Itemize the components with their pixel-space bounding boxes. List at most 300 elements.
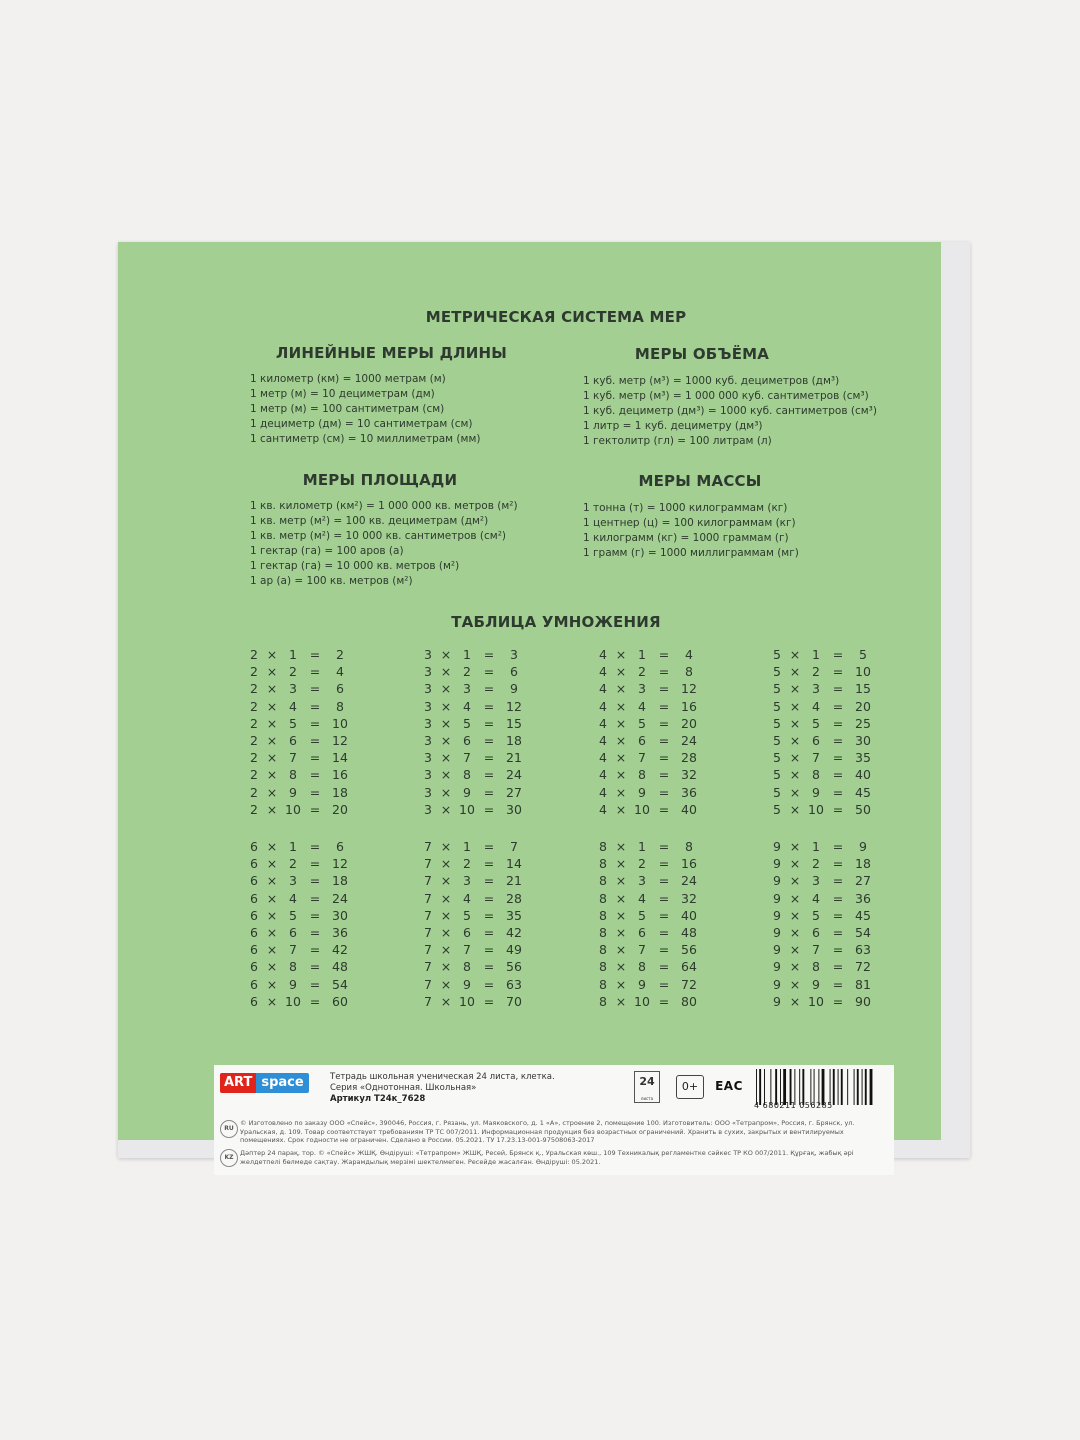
factor: 9 — [773, 924, 781, 940]
linear-list — [250, 372, 480, 447]
equals-sign: = — [483, 732, 495, 748]
product: 4 — [685, 647, 693, 662]
factor: 7 — [424, 993, 432, 1009]
multiplier: 6 — [638, 732, 646, 748]
factor: 4 — [599, 784, 607, 800]
factor: 4 — [599, 698, 607, 714]
multiplication-row — [248, 801, 352, 818]
equals-sign: = — [832, 664, 844, 680]
equals-sign: = — [309, 801, 321, 817]
multiplier: 10 — [459, 801, 475, 817]
multiplication-row — [597, 698, 701, 715]
times-sign: × — [440, 993, 452, 1009]
factor: 7 — [424, 856, 432, 872]
equals-sign: = — [658, 681, 670, 697]
equals-sign: = — [309, 942, 321, 958]
multiplier: 8 — [638, 959, 646, 975]
multiplication-block — [771, 838, 875, 1010]
multiplication-row — [771, 680, 875, 697]
list-item: 1 кв. метр (м²) = 10 000 кв. сантиметров (см²) — [250, 530, 507, 542]
factor: 6 — [250, 942, 258, 958]
multiplier: 1 — [638, 647, 646, 662]
times-sign: × — [440, 784, 452, 800]
product: 14 — [506, 856, 522, 872]
equals-sign: = — [309, 959, 321, 975]
times-sign: × — [440, 959, 452, 975]
times-sign: × — [789, 993, 801, 1009]
equals-sign: = — [832, 976, 844, 992]
multiplication-row — [422, 646, 526, 663]
multiplication-row — [248, 784, 352, 801]
equals-sign: = — [309, 647, 321, 662]
factor: 9 — [773, 942, 781, 958]
multiplier: 4 — [638, 698, 646, 714]
kz-tag: KZ — [220, 1149, 238, 1167]
multiplication-row — [248, 958, 352, 975]
multiplication-row — [771, 993, 875, 1010]
factor: 8 — [599, 856, 607, 872]
times-sign: × — [789, 681, 801, 697]
multiplier: 8 — [463, 959, 471, 975]
multiplier: 5 — [289, 907, 297, 923]
equals-sign: = — [309, 681, 321, 697]
times-sign: × — [615, 750, 627, 766]
times-sign: × — [615, 715, 627, 731]
product-description — [330, 1072, 555, 1105]
equals-sign: = — [832, 993, 844, 1009]
times-sign: × — [440, 907, 452, 923]
multiplier: 9 — [289, 976, 297, 992]
multiplication-row — [771, 646, 875, 663]
times-sign: × — [266, 839, 278, 854]
multiplier: 8 — [638, 767, 646, 783]
equals-sign: = — [658, 647, 670, 662]
multiplier: 1 — [812, 839, 820, 854]
multiplier: 5 — [638, 907, 646, 923]
factor: 7 — [424, 959, 432, 975]
equals-sign: = — [309, 856, 321, 872]
product: 42 — [506, 924, 522, 940]
factor: 2 — [250, 784, 258, 800]
multiplier: 6 — [812, 924, 820, 940]
product: 32 — [681, 767, 697, 783]
product: 36 — [855, 890, 871, 906]
equals-sign: = — [483, 873, 495, 889]
equals-sign: = — [658, 750, 670, 766]
product-article: Артикул Т24к_7628 — [330, 1094, 426, 1104]
times-sign: × — [266, 698, 278, 714]
factor: 6 — [250, 993, 258, 1009]
times-sign: × — [266, 664, 278, 680]
multiplication-row — [597, 663, 701, 680]
list-item: 1 сантиметр (см) = 10 миллиметрам (мм) — [250, 433, 481, 445]
multiplication-block — [248, 646, 352, 818]
product: 28 — [506, 890, 522, 906]
times-sign: × — [266, 890, 278, 906]
factor: 9 — [773, 873, 781, 889]
factor: 8 — [599, 942, 607, 958]
times-sign: × — [266, 681, 278, 697]
multiplication-row — [597, 976, 701, 993]
multiplier: 7 — [812, 942, 820, 958]
factor: 9 — [773, 993, 781, 1009]
times-sign: × — [615, 784, 627, 800]
times-sign: × — [615, 959, 627, 975]
equals-sign: = — [832, 784, 844, 800]
equals-sign: = — [658, 839, 670, 854]
volume-list — [583, 374, 877, 449]
product: 20 — [681, 715, 697, 731]
multiplication-row — [422, 801, 526, 818]
multiplier: 1 — [463, 647, 471, 662]
equals-sign: = — [658, 767, 670, 783]
times-sign: × — [789, 801, 801, 817]
product: 90 — [855, 993, 871, 1009]
equals-sign: = — [309, 784, 321, 800]
multiplier: 2 — [638, 856, 646, 872]
product: 56 — [681, 942, 697, 958]
product: 24 — [681, 873, 697, 889]
multiplication-row — [422, 890, 526, 907]
multiplication-row — [597, 838, 701, 855]
factor: 3 — [424, 750, 432, 766]
equals-sign: = — [658, 873, 670, 889]
equals-sign: = — [658, 993, 670, 1009]
list-item: 1 гектар (га) = 100 аров (а) — [250, 545, 404, 557]
equals-sign: = — [658, 924, 670, 940]
multiplication-row — [771, 958, 875, 975]
product: 10 — [332, 715, 348, 731]
multiplication-row — [422, 958, 526, 975]
multiplication-row — [422, 855, 526, 872]
list-item: 1 кв. километр (км²) = 1 000 000 кв. метров (м²) — [250, 500, 518, 512]
times-sign: × — [440, 976, 452, 992]
factor: 4 — [599, 750, 607, 766]
factor: 2 — [250, 647, 258, 662]
multiplier: 3 — [812, 873, 820, 889]
multiplier: 3 — [463, 681, 471, 697]
product: 3 — [510, 647, 518, 662]
equals-sign: = — [832, 767, 844, 783]
product: 15 — [506, 715, 522, 731]
product: 54 — [855, 924, 871, 940]
factor: 4 — [599, 715, 607, 731]
product: 16 — [332, 767, 348, 783]
equals-sign: = — [483, 856, 495, 872]
multiplication-row — [771, 976, 875, 993]
equals-sign: = — [658, 732, 670, 748]
times-sign: × — [440, 647, 452, 662]
times-sign: × — [440, 942, 452, 958]
multiplier: 6 — [289, 732, 297, 748]
product: 6 — [510, 664, 518, 680]
factor: 2 — [250, 767, 258, 783]
multiplication-row — [422, 784, 526, 801]
product: 54 — [332, 976, 348, 992]
multiplication-block — [248, 838, 352, 1010]
times-sign: × — [789, 698, 801, 714]
equals-sign: = — [658, 715, 670, 731]
multiplier: 1 — [289, 839, 297, 854]
equals-sign: = — [309, 873, 321, 889]
product: 2 — [336, 647, 344, 662]
multiplication-row — [771, 890, 875, 907]
list-item: 1 гектолитр (гл) = 100 литрам (л) — [583, 435, 772, 447]
product: 6 — [336, 839, 344, 854]
multiplication-row — [248, 976, 352, 993]
times-sign: × — [440, 924, 452, 940]
multiplication-row — [771, 663, 875, 680]
multiplication-row — [771, 715, 875, 732]
factor: 9 — [773, 907, 781, 923]
factor: 7 — [424, 976, 432, 992]
multiplier: 3 — [638, 681, 646, 697]
product: 12 — [332, 732, 348, 748]
multiplication-row — [597, 766, 701, 783]
factor: 6 — [250, 907, 258, 923]
times-sign: × — [266, 784, 278, 800]
sheets-count-icon — [634, 1071, 660, 1103]
product-label — [214, 1065, 894, 1175]
product: 5 — [859, 647, 867, 662]
product: 30 — [332, 907, 348, 923]
factor: 8 — [599, 959, 607, 975]
barcode-icon — [754, 1069, 889, 1105]
equals-sign: = — [658, 907, 670, 923]
product: 12 — [681, 681, 697, 697]
equals-sign: = — [658, 976, 670, 992]
multiplication-row — [771, 941, 875, 958]
times-sign: × — [789, 767, 801, 783]
product: 16 — [681, 856, 697, 872]
factor: 9 — [773, 839, 781, 854]
multiplier: 7 — [463, 750, 471, 766]
equals-sign: = — [658, 784, 670, 800]
multiplier: 3 — [289, 681, 297, 697]
equals-sign: = — [832, 732, 844, 748]
brand-space: space — [256, 1073, 308, 1093]
times-sign: × — [440, 698, 452, 714]
multiplication-row — [422, 732, 526, 749]
factor: 9 — [773, 976, 781, 992]
multiplier: 7 — [812, 750, 820, 766]
multiplier: 8 — [812, 767, 820, 783]
list-item: 1 ар (а) = 100 кв. метров (м²) — [250, 575, 413, 587]
multiplier: 4 — [638, 890, 646, 906]
times-sign: × — [440, 801, 452, 817]
multiplier: 5 — [812, 907, 820, 923]
factor: 6 — [250, 959, 258, 975]
factor: 6 — [250, 976, 258, 992]
product: 18 — [332, 784, 348, 800]
product: 56 — [506, 959, 522, 975]
product: 63 — [506, 976, 522, 992]
factor: 4 — [599, 647, 607, 662]
multiplier: 5 — [463, 715, 471, 731]
multiplier: 2 — [463, 856, 471, 872]
times-sign: × — [789, 784, 801, 800]
multiplication-row — [597, 680, 701, 697]
multiplier: 10 — [285, 801, 301, 817]
factor: 4 — [599, 732, 607, 748]
product: 27 — [506, 784, 522, 800]
factor: 5 — [773, 698, 781, 714]
factor: 7 — [424, 839, 432, 854]
equals-sign: = — [658, 959, 670, 975]
times-sign: × — [615, 976, 627, 992]
product: 10 — [855, 664, 871, 680]
multiplication-row — [248, 941, 352, 958]
multiplier: 4 — [812, 890, 820, 906]
equals-sign: = — [483, 698, 495, 714]
factor: 7 — [424, 907, 432, 923]
factor: 7 — [424, 924, 432, 940]
mass-list — [583, 501, 799, 561]
product: 14 — [332, 750, 348, 766]
times-sign: × — [266, 907, 278, 923]
equals-sign: = — [309, 976, 321, 992]
times-sign: × — [440, 767, 452, 783]
mass-heading: МЕРЫ МАССЫ — [638, 472, 762, 490]
list-item: 1 дециметр (дм) = 10 сантиметрам (см) — [250, 418, 473, 430]
list-item: 1 килограмм (кг) = 1000 граммам (г) — [583, 532, 789, 544]
factor: 2 — [250, 715, 258, 731]
equals-sign: = — [309, 767, 321, 783]
factor: 3 — [424, 801, 432, 817]
times-sign: × — [615, 993, 627, 1009]
equals-sign: = — [483, 801, 495, 817]
multiplier: 4 — [289, 890, 297, 906]
multiplier: 1 — [812, 647, 820, 662]
factor: 2 — [250, 750, 258, 766]
multiplication-block — [422, 838, 526, 1010]
times-sign: × — [789, 907, 801, 923]
product: 7 — [510, 839, 518, 854]
product: 36 — [332, 924, 348, 940]
equals-sign: = — [483, 664, 495, 680]
multiplier: 5 — [812, 715, 820, 731]
multiplication-block — [597, 838, 701, 1010]
list-item: 1 метр (м) = 10 дециметрам (дм) — [250, 388, 435, 400]
equals-sign: = — [658, 856, 670, 872]
times-sign: × — [789, 959, 801, 975]
product: 64 — [681, 959, 697, 975]
multiplication-row — [422, 907, 526, 924]
product: 18 — [506, 732, 522, 748]
product: 72 — [681, 976, 697, 992]
product: 24 — [506, 767, 522, 783]
times-sign: × — [789, 750, 801, 766]
product: 48 — [681, 924, 697, 940]
equals-sign: = — [832, 942, 844, 958]
times-sign: × — [266, 976, 278, 992]
product: 32 — [681, 890, 697, 906]
times-sign: × — [440, 681, 452, 697]
equals-sign: = — [309, 664, 321, 680]
multiplication-block — [597, 646, 701, 818]
product: 9 — [859, 839, 867, 854]
multiplication-row — [771, 749, 875, 766]
multiplier: 8 — [812, 959, 820, 975]
multiplication-row — [597, 715, 701, 732]
times-sign: × — [615, 647, 627, 662]
factor: 6 — [250, 890, 258, 906]
equals-sign: = — [832, 681, 844, 697]
product: 25 — [855, 715, 871, 731]
product: 50 — [855, 801, 871, 817]
equals-sign: = — [483, 715, 495, 731]
times-sign: × — [266, 959, 278, 975]
equals-sign: = — [483, 907, 495, 923]
multiplication-row — [771, 872, 875, 889]
multiplication-row — [597, 958, 701, 975]
list-item: 1 гектар (га) = 10 000 кв. метров (м²) — [250, 560, 460, 572]
kz-legal-text: Дәптер 24 парақ, тор. © «Спейс» ЖШҚ. Өндіруші: «Тетрапром» ЖШҚ, Ресей, Брянск қ., Уральская көш., 109 Техникалық регламентке сәйкес ТР КО 007/2011. Құрғақ, жабық әрі желдетпелі бөлмеде сақтау. Жарамдылық мерзімі шектелмеген. Ресейде жасалған. Өндіруші: 05.2021. — [240, 1149, 854, 1166]
times-sign: × — [615, 664, 627, 680]
factor: 8 — [599, 907, 607, 923]
multiplication-row — [248, 890, 352, 907]
product: 8 — [685, 839, 693, 854]
product: 72 — [855, 959, 871, 975]
product: 42 — [332, 942, 348, 958]
multiplication-row — [771, 855, 875, 872]
multiplication-row — [597, 749, 701, 766]
factor: 3 — [424, 715, 432, 731]
times-sign: × — [440, 856, 452, 872]
list-item: 1 куб. дециметр (дм³) = 1000 куб. сантиметров (см³) — [583, 405, 877, 417]
factor: 3 — [424, 647, 432, 662]
equals-sign: = — [832, 959, 844, 975]
factor: 5 — [773, 750, 781, 766]
equals-sign: = — [309, 750, 321, 766]
product: 48 — [332, 959, 348, 975]
multiplier: 5 — [638, 715, 646, 731]
factor: 4 — [599, 801, 607, 817]
ru-tag: RU — [220, 1120, 238, 1138]
multiplier: 6 — [289, 924, 297, 940]
factor: 8 — [599, 873, 607, 889]
times-sign: × — [440, 873, 452, 889]
multiplication-row — [248, 855, 352, 872]
multiplier: 2 — [289, 856, 297, 872]
product: 21 — [506, 750, 522, 766]
list-item: 1 грамм (г) = 1000 миллиграммам (мг) — [583, 547, 799, 559]
equals-sign: = — [658, 801, 670, 817]
page-title: МЕТРИЧЕСКАЯ СИСТЕМА МЕР — [425, 308, 687, 326]
times-sign: × — [615, 681, 627, 697]
list-item: 1 центнер (ц) = 100 килограммам (кг) — [583, 517, 796, 529]
product: 45 — [855, 784, 871, 800]
equals-sign: = — [309, 698, 321, 714]
multiplier: 4 — [463, 698, 471, 714]
times-sign: × — [615, 732, 627, 748]
times-sign: × — [440, 890, 452, 906]
product: 49 — [506, 942, 522, 958]
multiplication-row — [771, 801, 875, 818]
equals-sign: = — [309, 907, 321, 923]
multiplier: 10 — [285, 993, 301, 1009]
product: 40 — [681, 907, 697, 923]
factor: 3 — [424, 664, 432, 680]
times-sign: × — [440, 732, 452, 748]
list-item: 1 литр = 1 куб. дециметру (дм³) — [583, 420, 763, 432]
age-rating-badge: 0+ — [676, 1075, 704, 1099]
product: 27 — [855, 873, 871, 889]
list-item: 1 метр (м) = 100 сантиметрам (см) — [250, 403, 445, 415]
equals-sign: = — [309, 993, 321, 1009]
factor: 2 — [250, 664, 258, 680]
multiplication-row — [597, 784, 701, 801]
